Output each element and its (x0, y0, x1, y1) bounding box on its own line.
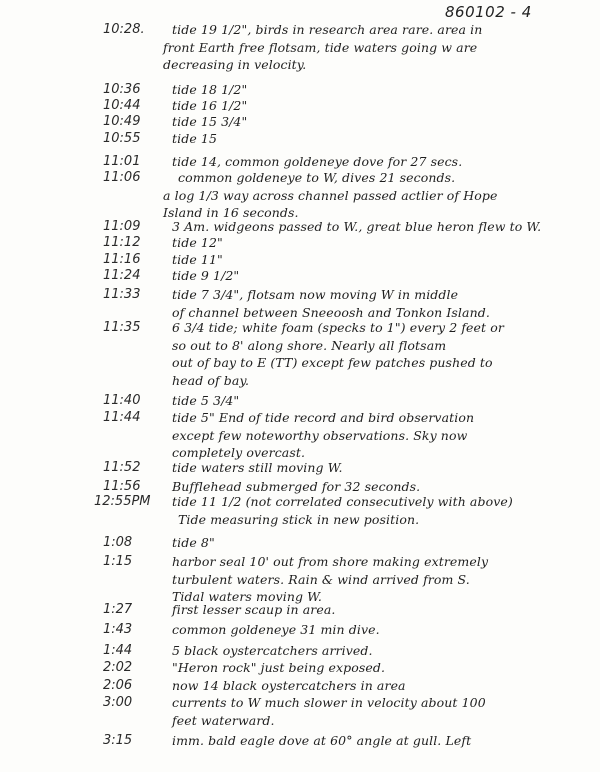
entry-line: 3 Am. widgeons passed to W., great blue heron flew to W. (172, 219, 542, 234)
entry-line: decreasing in velocity. (163, 57, 307, 72)
entry-line: tide 5" End of tide record and bird observation (172, 410, 475, 425)
entry-time: 12:55PM (94, 494, 151, 509)
page-identifier: 860102 - 4 (445, 3, 532, 21)
entry-line: first lesser scaup in area. (172, 602, 336, 617)
entry-line: tide 15 (172, 131, 217, 146)
entry-time: 11:24 (103, 268, 141, 283)
entry-time: 3:00 (103, 695, 133, 710)
entry-time: 11:56 (103, 479, 141, 494)
entry-time: 1:08 (103, 535, 133, 550)
entry-line: 5 black oystercatchers arrived. (172, 643, 373, 658)
entry-time: 11:44 (103, 410, 141, 425)
entry-time: 11:35 (103, 320, 141, 335)
entry-line: tide waters still moving W. (172, 460, 343, 475)
entry-line: Island in 16 seconds. (163, 205, 299, 220)
entry-line: feet waterward. (172, 712, 275, 728)
entry-line: out of bay to E (TT) except few patches pushed to (172, 355, 493, 370)
entry-line: tide 11 1/2 (not correlated consecutively with above) (172, 494, 513, 509)
entry-line: tide 8" (172, 535, 215, 550)
entry-line: harbor seal 10' out from shore making extremely (172, 554, 489, 569)
entry-line: now 14 black oystercatchers in area (172, 678, 406, 693)
entry-line: common goldeneye to W, dives 21 seconds. (178, 170, 456, 185)
entry-time: 1:15 (103, 554, 133, 569)
entry-line: tide 19 1/2", birds in research area rare. area in (172, 22, 483, 37)
entry-time: 11:33 (103, 287, 141, 302)
entry-line: tide 11" (172, 252, 223, 267)
entry-line: tide 14, common goldeneye dove for 27 secs. (172, 154, 463, 169)
entry-time: 1:43 (103, 622, 133, 637)
entry-time: 11:01 (103, 154, 141, 169)
entry-line: head of bay. (172, 372, 250, 388)
entry-time: 3:15 (103, 733, 133, 748)
entry-time: 11:52 (103, 460, 141, 475)
entry-line: tide 7 3/4", flotsam now moving W in middle (172, 287, 459, 302)
entry-time: 11:12 (103, 235, 141, 250)
entry-line: tide 15 3/4" (172, 114, 248, 129)
entry-time: 11:16 (103, 252, 141, 267)
entry-time: 1:44 (103, 643, 133, 658)
entry-line: completely overcast. (172, 445, 306, 460)
entry-time: 2:06 (103, 678, 133, 693)
entry-time: 10:49 (103, 114, 141, 129)
entry-line: tide 18 1/2" (172, 82, 248, 97)
entry-time: 10:55 (103, 131, 141, 146)
entry-line: "Heron rock" just being exposed. (172, 660, 386, 675)
entry-line: imm. bald eagle dove at 60° angle at gull. Left (172, 733, 472, 748)
entry-line: tide 9 1/2" (172, 268, 240, 283)
entry-line: front Earth free flotsam, tide waters going w are (163, 39, 478, 55)
entry-line: a log 1/3 way across channel passed actlier of Hope (163, 187, 498, 203)
entry-line: 6 3/4 tide; white foam (specks to 1") every 2 feet or (172, 320, 504, 335)
entry-line: tide 12" (172, 235, 223, 250)
entry-time: 2:02 (103, 660, 133, 675)
entry-line: tide 16 1/2" (172, 98, 248, 113)
entry-line: common goldeneye 31 min dive. (172, 622, 380, 637)
entry-time: 10:44 (103, 98, 141, 113)
entry-line: currents to W much slower in velocity about 100 (172, 695, 486, 710)
entry-time: 1:27 (103, 602, 133, 617)
entry-time: 11:06 (103, 170, 141, 185)
entry-line: Tidal waters moving W. (172, 589, 322, 604)
entry-line: Bufflehead submerged for 32 seconds. (172, 479, 421, 494)
entry-line: tide 5 3/4" (172, 393, 240, 408)
entry-line: so out to 8' along shore. Nearly all flotsam (172, 337, 447, 353)
entry-line: Tide measuring stick in new position. (178, 511, 420, 527)
entry-time: 10:36 (103, 82, 141, 97)
entry-time: 11:40 (103, 393, 141, 408)
entry-time: 10:28. (103, 22, 145, 37)
entry-line: except few noteworthy observations. Sky now (172, 427, 468, 443)
entry-line: turbulent waters. Rain & wind arrived from S. (172, 571, 470, 587)
entry-time: 11:09 (103, 219, 141, 234)
entry-line: of channel between Sneeoosh and Tonkon Island. (172, 304, 490, 320)
